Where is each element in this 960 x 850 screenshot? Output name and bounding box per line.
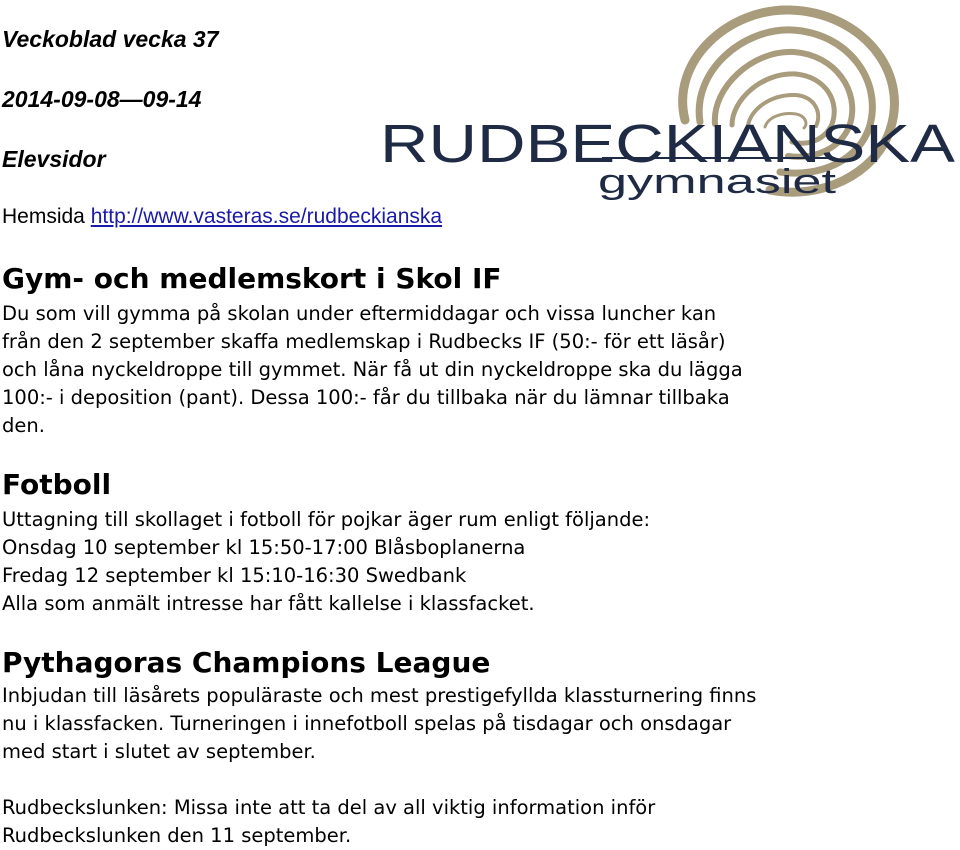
paragraph-line: Fredag 12 september kl 15:10-16:30 Swedbank [2, 564, 467, 587]
section-label: Elevsidor [2, 146, 106, 172]
paragraph-line: från den 2 september skaffa medlemskap i Rudbecks IF (50:- för ett läsår) [2, 330, 726, 353]
pythagoras-section-title: Pythagoras Champions League [2, 646, 491, 679]
paragraph-line: Uttagning till skollaget i fotboll för pojkar äger rum enligt följande: [2, 508, 651, 531]
pythagoras-section-text [2, 682, 756, 766]
fotboll-section-text [2, 506, 650, 618]
paragraph-line: Du som vill gymma på skolan under eftermiddagar och vissa luncher kan [2, 302, 717, 325]
homepage-label: Hemsida [2, 205, 85, 228]
homepage-link[interactable]: http://www.vasteras.se/rudbeckianska [90, 205, 443, 228]
paragraph-line: nu i klassfacken. Turneringen i innefotboll spelas på tisdagar och onsdagar [2, 712, 732, 735]
paragraph-line: Onsdag 10 september kl 15:50-17:00 Blåsboplanerna [2, 536, 526, 559]
paragraph-line: och låna nyckeldroppe till gymmet. När få ut din nyckeldroppe ska du lägga [2, 358, 743, 381]
newsletter-title: Veckoblad vecka 37 [2, 26, 219, 52]
gym-section-title: Gym- och medlemskort i Skol IF [2, 262, 502, 295]
fotboll-section-title: Fotboll [2, 468, 112, 501]
paragraph-line: Rudbeckslunken den 11 september. [2, 824, 352, 847]
date-range: 2014-09-08—09-14 [2, 86, 202, 112]
paragraph-line: Inbjudan till läsårets populäraste och mest prestigefyllda klassturnering finns [2, 684, 757, 707]
paragraph-line: den. [2, 414, 45, 437]
gym-section-text [2, 300, 743, 440]
logo-subtitle: gymnasiet [598, 163, 837, 201]
paragraph-line: med start i slutet av september. [2, 740, 316, 763]
paragraph-line: Alla som anmält intresse har fått kallelse i klassfacket. [2, 592, 535, 615]
paragraph-line: Rudbeckslunken: Missa inte att ta del av all viktig information inför [2, 796, 656, 819]
logo-wordmark: RUDBECKIANSKA [380, 114, 955, 174]
paragraph-line: 100:- i deposition (pant). Dessa 100:- får du tillbaka när du lämnar tillbaka [2, 386, 730, 409]
homepage-line [2, 205, 442, 229]
rudbeckslunken-text [2, 794, 655, 850]
school-logo [370, 0, 960, 205]
